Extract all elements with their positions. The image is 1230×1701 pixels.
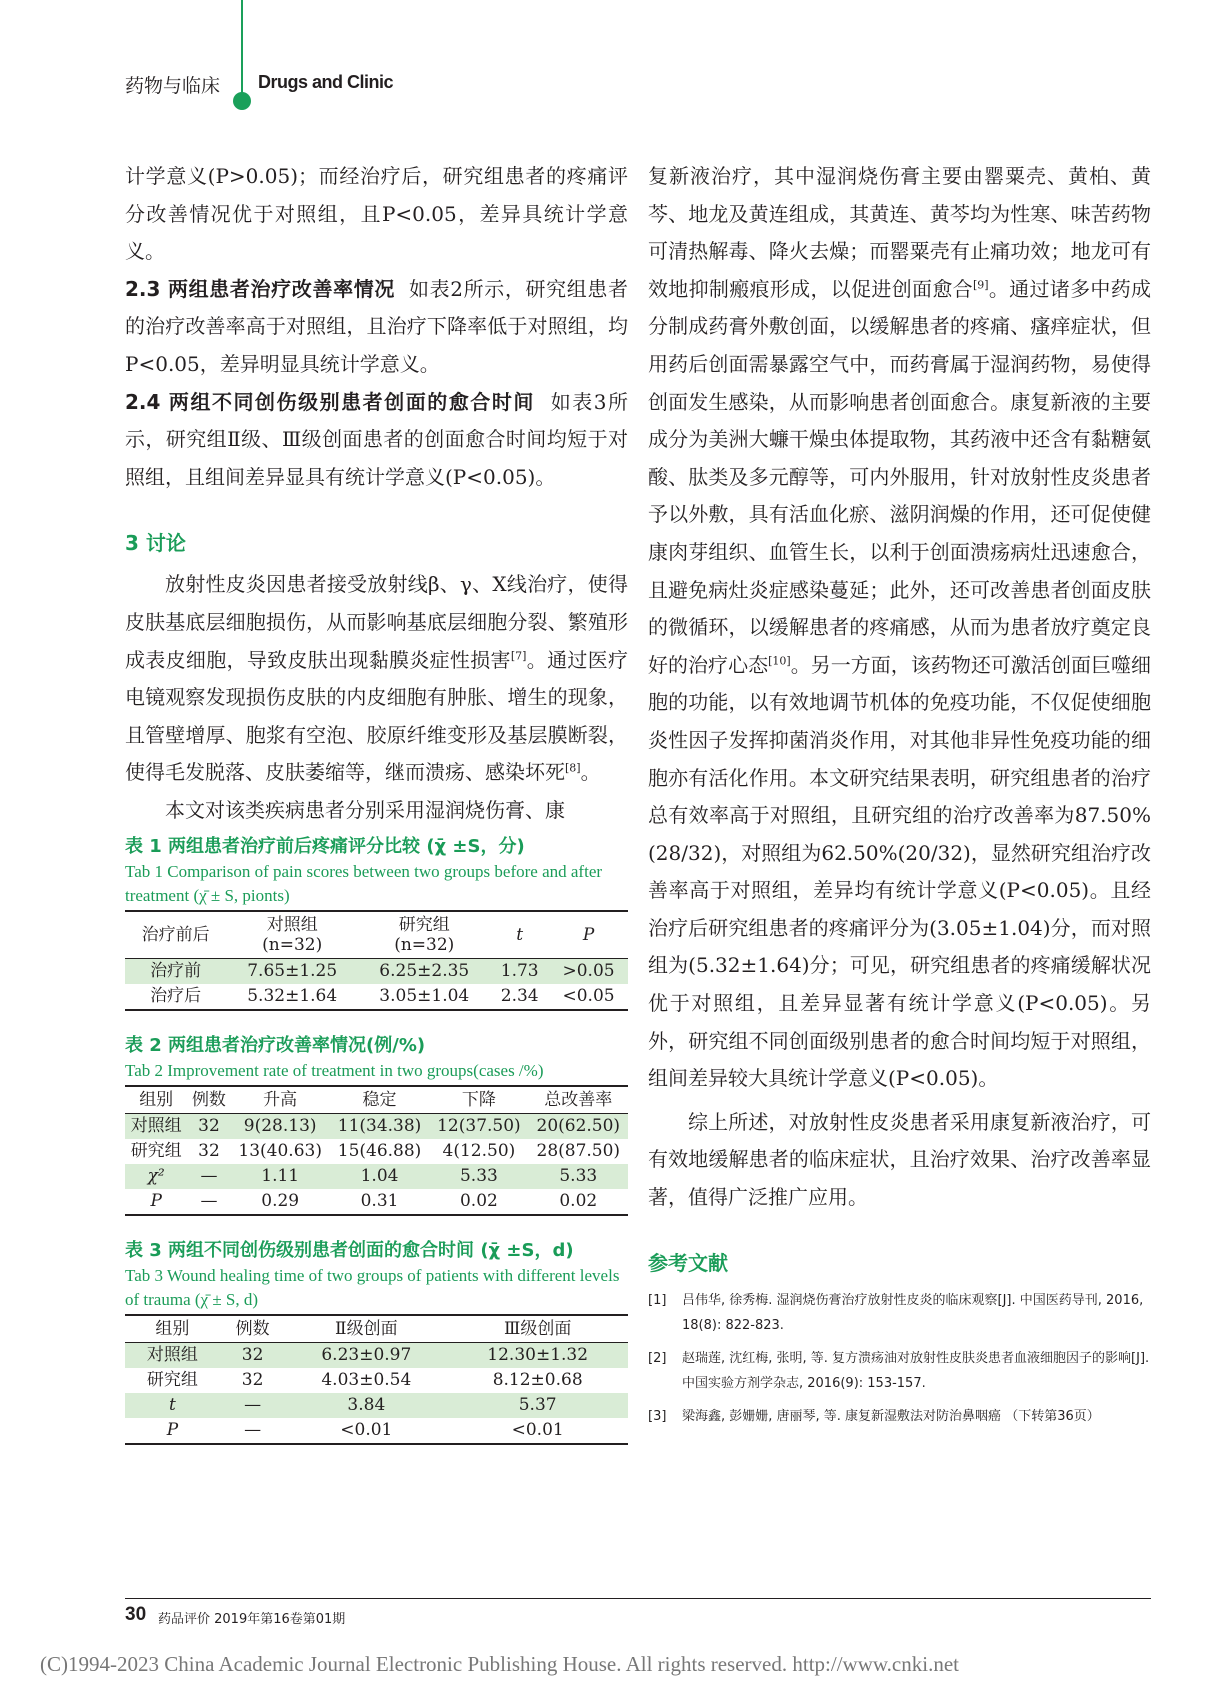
table-3 bbox=[125, 1314, 628, 1445]
reference-item bbox=[648, 1288, 1151, 1338]
table-row bbox=[125, 984, 628, 1010]
table-cell: 5.32±1.64 bbox=[226, 984, 358, 1010]
table-row bbox=[125, 1164, 628, 1189]
section-2-4-body: 如表3所示，研究组Ⅱ级、Ⅲ级创面患者的创面愈合时间均短于对照组，且组间差异显具有统计学意义(P<0.05)。 bbox=[125, 389, 628, 489]
table-cell: 研究组 bbox=[130, 1140, 182, 1161]
table-cell: 1.73 bbox=[490, 958, 549, 984]
reference-number: [3] bbox=[648, 1408, 667, 1424]
left-paragraph-1: 计学意义(P>0.05)；而经治疗后，研究组患者的疼痛评分改善情况优于对照组，且P<0.05，差异具统计学意义。 bbox=[125, 164, 628, 264]
discussion-paragraph-2: 本文对该类疾病患者分别采用湿润烧伤膏、康 bbox=[165, 797, 565, 822]
table-3-header: 组别 bbox=[125, 1315, 220, 1343]
right-text-a: 复新液治疗，其中湿润烧伤膏主要由罂粟壳、黄柏、黄芩、地龙及黄连组成，其黄连、黄芩均为性寒、味苦药物可清热解毒、降火去燥；而罂粟壳有止痛功效；地龙可有效地抑制瘢痕形成，以促进创面愈合 bbox=[648, 164, 1151, 301]
table-2 bbox=[125, 1085, 628, 1216]
table-cell: <0.05 bbox=[549, 984, 628, 1010]
table-cell: 6.25±2.35 bbox=[358, 958, 490, 984]
table-cell: 3.05±1.04 bbox=[358, 984, 490, 1010]
section-3-title: 3 讨论 bbox=[125, 531, 186, 556]
table-cell: 32 bbox=[187, 1113, 230, 1139]
table-cell: <0.01 bbox=[285, 1418, 447, 1444]
table-cell: 0.31 bbox=[330, 1189, 429, 1215]
table-1-header: t bbox=[490, 911, 549, 959]
table-2-caption bbox=[125, 1033, 628, 1083]
header-divider-line bbox=[241, 0, 243, 96]
table-cell: P bbox=[125, 1418, 220, 1444]
table-cell: 研究组 bbox=[146, 1369, 198, 1390]
table-cell: 3.84 bbox=[285, 1393, 447, 1418]
table-cell: 1.11 bbox=[231, 1164, 330, 1189]
table-1-header: 研究组 (n=32) bbox=[358, 911, 490, 959]
table-cell: P bbox=[125, 1189, 187, 1215]
table-cell: 0.29 bbox=[231, 1189, 330, 1215]
table-3-header: 例数 bbox=[220, 1315, 286, 1343]
section-2-3-body: 如表2所示，研究组患者的治疗改善率高于对照组，且治疗下降率低于对照组，均P<0.05，差异明显具统计学意义。 bbox=[125, 276, 628, 376]
conclusion-paragraph: 综上所述，对放射性皮炎患者采用康复新液治疗，可有效地缓解患者的临床症状，且治疗效果、治疗改善率显著，值得广泛推广应用。 bbox=[648, 1109, 1151, 1210]
table-cell: 2.34 bbox=[490, 984, 549, 1010]
citation-7: [7] bbox=[510, 648, 527, 662]
table-cell: 12.30±1.32 bbox=[447, 1342, 628, 1368]
table-3-caption bbox=[125, 1238, 628, 1312]
table-row bbox=[125, 1393, 628, 1418]
table-cell: 5.37 bbox=[447, 1393, 628, 1418]
table-cell: 20(62.50) bbox=[529, 1113, 628, 1139]
table-cell: 7.65±1.25 bbox=[226, 958, 358, 984]
discussion-text-a: 放射性皮炎因患者接受放射线β、γ、X线治疗，使得皮肤基底层细胞损伤，从而影响基底层细胞分裂、繁殖形成表皮细胞，导致皮肤出现黏膜炎症性损害 bbox=[125, 572, 628, 672]
table-2-header: 组别 bbox=[125, 1086, 187, 1114]
table-row bbox=[125, 1418, 628, 1444]
discussion-text-b: 。通过医疗电镜观察发现损伤皮肤的内皮细胞有肿胀、增生的现象，且管壁增厚、胞浆有空泡、胶原纤维变形及基层膜断裂，使得毛发脱落、皮肤萎缩等，继而溃疡、感染坏死 bbox=[125, 647, 629, 785]
reference-text: 梁海鑫, 彭姗姗, 唐丽琴, 等. 康复新湿敷法对防治鼻咽癌 （下转第36页） bbox=[682, 1408, 1100, 1424]
table-cell: 治疗前 bbox=[125, 958, 226, 984]
table-cell: 0.02 bbox=[429, 1189, 528, 1215]
table-2-header: 例数 bbox=[187, 1086, 230, 1114]
table-cell: — bbox=[187, 1164, 230, 1189]
table-1-header: 对照组 (n=32) bbox=[226, 911, 358, 959]
table-cell: 5.33 bbox=[529, 1164, 628, 1189]
table-row bbox=[125, 1139, 628, 1164]
discussion-paragraph-1 bbox=[125, 566, 628, 792]
right-text-c: 。另一方面，该药物还可激活创面巨噬细胞的功能，以有效地调节机体的免疫功能，不仅促使细胞炎性因子发挥抑菌消炎作用，对其他非异性免疫功能的细胞亦有活化作用。本文研究结果表明，研究组患者的治疗总有效率高于对照组，且研究组的治疗改善率为87.50%(28/32)，对照组为62.50%(20/32)，显然研究组治疗改善率高于对照组，差异均有统计学意义(P<0.05)。且经治疗后研究组患者的疼痛评分为(3.05±1.04)分，而对照组为(5.32±1.64)分；可见，研究组患者的疼痛缓解状况优于对照组，且差异显著有统计学意义(P<0.05)。另外，研究组不同创面级别患者的愈合时间均短于对照组，组间差异较大具统计学意义(P<0.05)。 bbox=[648, 652, 1152, 1091]
table-2-caption-cn: 表 2 两组患者治疗改善率情况(例/%) bbox=[125, 1034, 426, 1056]
table-2-header: 下降 bbox=[429, 1086, 528, 1114]
discussion-text-c: 。 bbox=[580, 760, 601, 785]
table-cell: — bbox=[220, 1393, 286, 1418]
reference-number: [2] bbox=[648, 1350, 667, 1366]
table-3-caption-en: Tab 3 Wound healing time of two groups of patients with different levels of trauma (χ̄ ± S, d) bbox=[125, 1265, 620, 1309]
table-cell: 0.02 bbox=[529, 1189, 628, 1215]
table-cell: 32 bbox=[241, 1369, 264, 1390]
table-cell: 32 bbox=[220, 1342, 286, 1368]
table-2-header: 总改善率 bbox=[529, 1086, 628, 1114]
table-2-caption-en: Tab 2 Improvement rate of treatment in two groups(cases /%) bbox=[125, 1060, 544, 1080]
reference-item bbox=[648, 1404, 1151, 1429]
table-row bbox=[125, 1342, 628, 1368]
table-cell: 8.12±0.68 bbox=[492, 1369, 583, 1390]
section-2-3-heading: 2.3 两组患者治疗改善率情况 bbox=[125, 276, 395, 301]
right-text-b: 。通过诸多中药成分制成药膏外敷创面，以缓解患者的疼痛、瘙痒症状，但用药后创面需暴露空气中，而药膏属于湿润药物，易使得创面发生感染，从而影响患者创面愈合。康复新液的主要成分为美洲大蠊干燥虫体提取物，其药液中还含有黏糖氨酸、肽类及多元醇等，可内外服用，针对放射性皮炎患者予以外敷，具有活血化瘀、滋阴润燥的作用，还可促使健康肉芽组织、血管生长，以利于创面溃疡病灶迅速愈合，且避免病灶炎症感染蔓延；此外，还可改善患者创面皮肤的微循环，以缓解患者的疼痛感，从而为患者放疗奠定良好的治疗心态 bbox=[648, 276, 1151, 677]
right-paragraph-1 bbox=[648, 158, 1151, 1098]
table-1-caption bbox=[125, 834, 628, 908]
table-row bbox=[125, 1189, 628, 1215]
section-2-4-heading: 2.4 两组不同创伤级别患者创面的愈合时间 bbox=[125, 389, 535, 414]
journal-name-en: Drugs and Clinic bbox=[258, 72, 394, 92]
table-cell: 32 bbox=[198, 1140, 220, 1161]
table-cell: χ² bbox=[125, 1164, 187, 1189]
table-cell: 11(34.38) bbox=[330, 1113, 429, 1139]
reference-text: 吕伟华, 徐秀梅. 湿润烧伤膏治疗放射性皮炎的临床观察[J]. 中国医药导刊, 2016, 18(8): 822-823. bbox=[682, 1292, 1144, 1333]
table-row bbox=[125, 958, 628, 984]
citation-8: [8] bbox=[565, 761, 581, 775]
reference-number: [1] bbox=[648, 1292, 667, 1308]
table-cell: 1.04 bbox=[330, 1164, 429, 1189]
table-cell: <0.01 bbox=[447, 1418, 628, 1444]
table-cell: t bbox=[125, 1393, 220, 1418]
table-cell: >0.05 bbox=[549, 958, 628, 984]
citation-9: [9] bbox=[972, 278, 989, 292]
table-row bbox=[125, 1368, 628, 1393]
reference-text: 赵瑞莲, 沈红梅, 张明, 等. 复方溃疡油对放射性皮肤炎患者血液细胞因子的影响[J]. 中国实验方剂学杂志, 2016(9): 153-157. bbox=[682, 1350, 1150, 1391]
table-cell: — bbox=[187, 1189, 230, 1215]
references-title: 参考文献 bbox=[648, 1250, 728, 1275]
table-cell: 13(40.63) bbox=[238, 1140, 322, 1161]
table-cell: — bbox=[220, 1418, 286, 1444]
table-cell: 对照组 bbox=[125, 1113, 187, 1139]
header-dot bbox=[233, 92, 251, 110]
table-cell: 15(46.88) bbox=[337, 1140, 422, 1161]
copyright-notice: (C)1994-2023 China Academic Journal Electronic Publishing House. All rights reserved. http://www.cnki.net bbox=[40, 1652, 959, 1676]
table-cell: 4.03±0.54 bbox=[321, 1369, 412, 1390]
table-3-caption-cn: 表 3 两组不同创伤级别患者创面的愈合时间 (χ̄ ±S，d) bbox=[125, 1239, 574, 1261]
table-cell: 4(12.50) bbox=[442, 1140, 516, 1161]
table-2-header: 稳定 bbox=[330, 1086, 429, 1114]
footer-journal-info: 药品评价 2019年第16卷第01期 bbox=[158, 1612, 346, 1627]
reference-item bbox=[648, 1346, 1151, 1396]
page-number: 30 bbox=[125, 1604, 147, 1625]
citation-10: [10] bbox=[768, 654, 791, 668]
table-cell: 治疗后 bbox=[125, 984, 226, 1010]
table-3-header: Ⅱ级创面 bbox=[285, 1315, 447, 1343]
section-2-3 bbox=[125, 271, 628, 384]
section-2-4 bbox=[125, 384, 628, 497]
table-1-caption-en: Tab 1 Comparison of pain scores between two groups before and after treatment (χ̄ ± S, pionts) bbox=[125, 861, 603, 905]
table-cell: 对照组 bbox=[125, 1342, 220, 1368]
left-column bbox=[125, 158, 628, 1467]
table-1-header: P bbox=[549, 911, 628, 959]
table-cell: 6.23±0.97 bbox=[285, 1342, 447, 1368]
table-cell: 5.33 bbox=[429, 1164, 528, 1189]
table-1-caption-cn: 表 1 两组患者治疗前后疼痛评分比较 (χ̄ ±S，分) bbox=[125, 835, 525, 857]
table-2-header: 升高 bbox=[231, 1086, 330, 1114]
journal-name-cn: 药物与临床 bbox=[125, 75, 221, 97]
table-1 bbox=[125, 910, 628, 1011]
footer-rule bbox=[125, 1598, 1151, 1599]
table-3-header: Ⅲ级创面 bbox=[447, 1315, 628, 1343]
table-cell: 9(28.13) bbox=[231, 1113, 330, 1139]
table-cell: 12(37.50) bbox=[429, 1113, 528, 1139]
table-1-header: 治疗前后 bbox=[125, 911, 226, 959]
table-row bbox=[125, 1113, 628, 1139]
right-column bbox=[648, 158, 1151, 1437]
table-cell: 28(87.50) bbox=[536, 1140, 621, 1161]
